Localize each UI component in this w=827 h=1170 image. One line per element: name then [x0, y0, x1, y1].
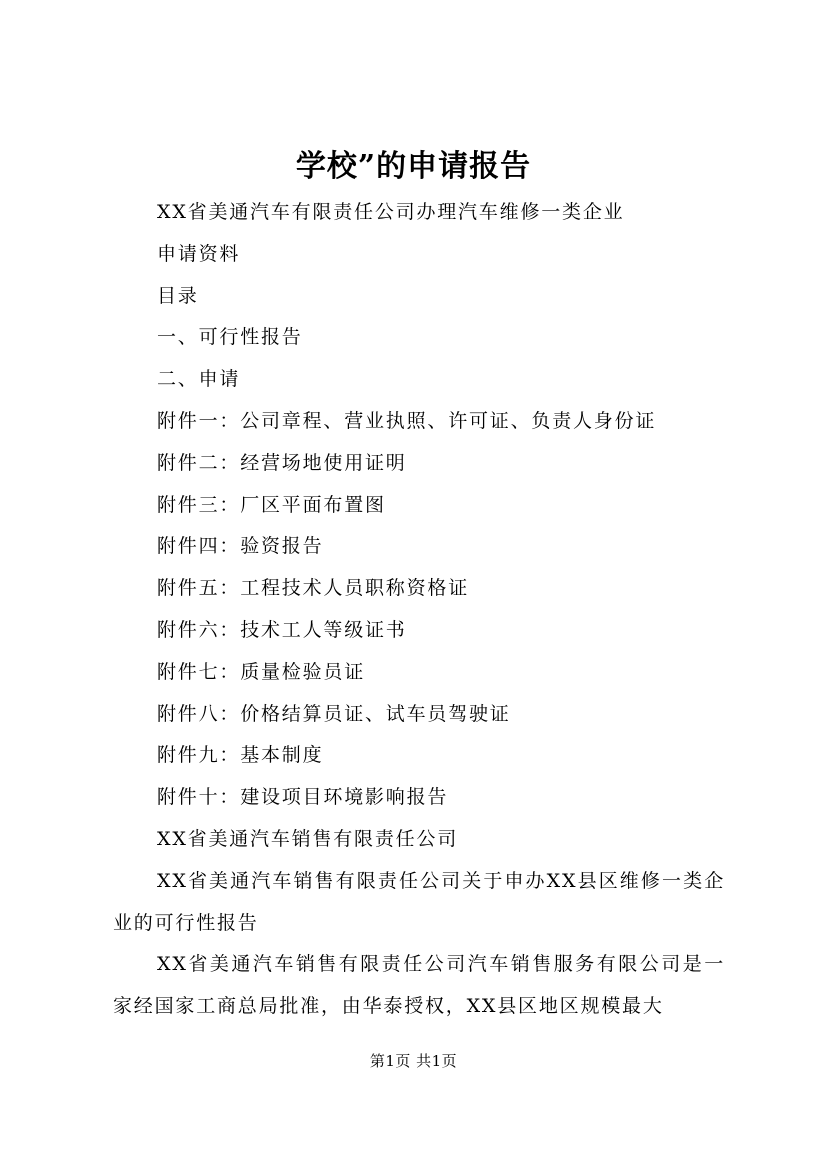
page-footer: 第1页 共1页 — [369, 1052, 458, 1070]
toc-item-application: 二、申请 — [157, 368, 241, 391]
toc-item-attachment-4: 附件四：验资报告 — [157, 535, 324, 558]
toc-item-attachment-1: 附件一：公司章程、营业执照、许可证、负责人身份证 — [157, 409, 657, 432]
body-line-application-materials: 申请资料 — [157, 242, 241, 265]
toc-item-attachment-7: 附件七：质量检验员证 — [157, 660, 366, 683]
body-line-company-heading: XX省美通汽车有限责任公司办理汽车维修一类企业 — [157, 201, 625, 223]
toc-item-attachment-6: 附件六：技术工人等级证书 — [157, 618, 407, 641]
body-paragraph-report-title: XX省美通汽车销售有限责任公司关于申办XX县区维修一类企业的可行性报告 — [113, 869, 725, 934]
body-line-toc-heading: 目录 — [157, 284, 199, 307]
body-paragraph-company-intro: XX省美通汽车销售有限责任公司汽车销售服务有限公司是一家经国家工商总局批准，由华泰授权，XX县区地区规模最大 — [113, 953, 725, 1018]
body-line-company-name: XX省美通汽车销售有限责任公司 — [157, 827, 459, 850]
toc-item-attachment-9: 附件九：基本制度 — [157, 744, 324, 767]
toc-item-attachment-2: 附件二：经营场地使用证明 — [157, 451, 407, 474]
toc-item-feasibility-report: 一、可行性报告 — [157, 326, 303, 349]
document-body — [113, 192, 725, 1028]
toc-item-attachment-8: 附件八：价格结算员证、试车员驾驶证 — [157, 702, 511, 725]
toc-item-attachment-10: 附件十：建设项目环境影响报告 — [157, 786, 449, 809]
toc-item-attachment-5: 附件五：工程技术人员职称资格证 — [157, 577, 470, 600]
toc-item-attachment-3: 附件三：厂区平面布置图 — [157, 493, 386, 516]
document-title: 学校”的申请报告 — [295, 149, 532, 184]
